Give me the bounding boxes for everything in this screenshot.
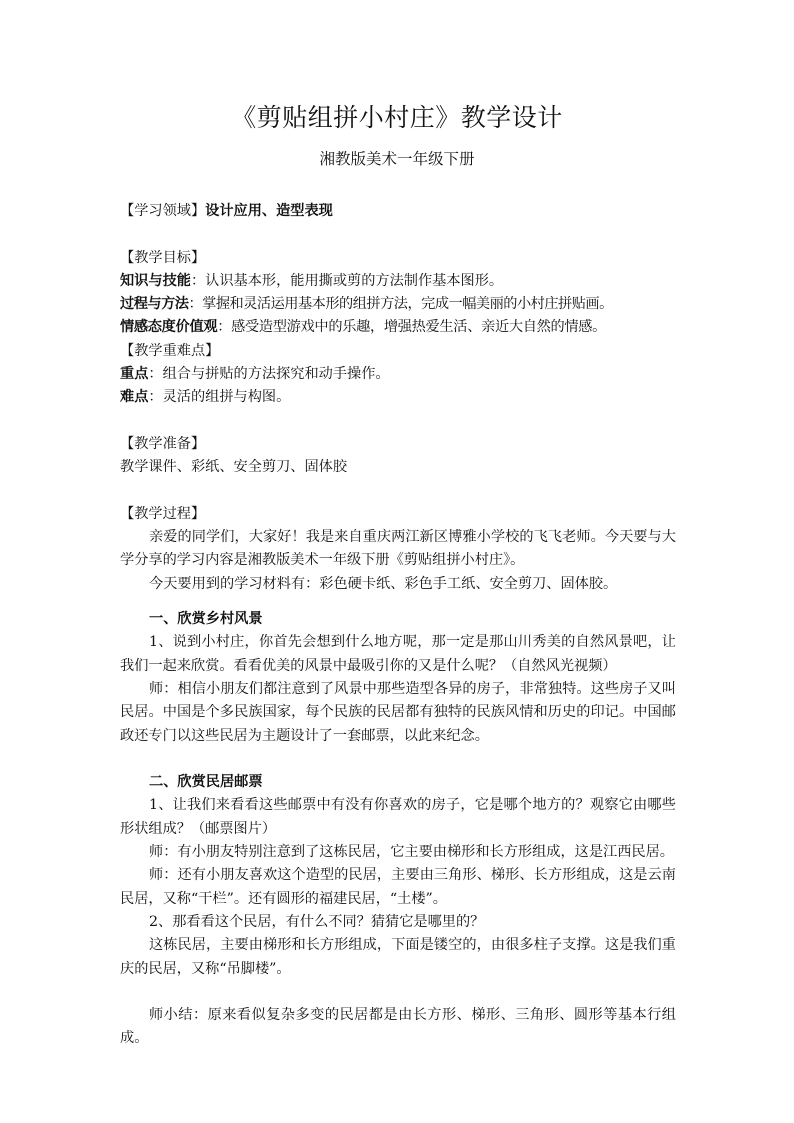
section-2-paragraph-2: 师：有小朋友特别注意到了这栋民居，它主要由梯形和长方形组成，这是江西民居。 (149, 844, 674, 861)
section-2-paragraph-1: 1、让我们来看看这些邮票中有没有你喜欢的房子，它是哪个地方的？观察它由哪些形状组成？（邮票图片） (120, 797, 676, 837)
learning-domain-value: 设计应用、造型表现 (205, 203, 333, 219)
section-2-paragraph-3: 师：还有小朋友喜欢这个造型的民居，主要由三角形、梯形、长方形组成，这是云南民居，又称“干栏”。还有圆形的福建民居，“土楼”。 (120, 867, 676, 907)
learning-domain-heading: 【学习领域】 (120, 203, 206, 219)
key-point: 重点：组合与拼贴的方法探究和动手操作。 (120, 366, 390, 383)
preparation-heading: 【教学准备】 (120, 435, 206, 452)
section-2-paragraph-5: 这栋民居，主要由梯形和长方形组成，下面是镂空的，由很多柱子支撑。这是我们重庆的民居，又称“吊脚楼”。 (120, 937, 676, 977)
preparation-text: 教学课件、彩纸、安全剪刀、固体胶 (120, 459, 348, 476)
section-2-paragraph-4: 2、那看看这个民居，有什么不同？猜猜它是哪里的？ (149, 913, 485, 930)
process-heading: 【教学过程】 (120, 505, 206, 522)
difficulty-point: 难点：灵活的组拼与构图。 (120, 389, 291, 406)
key-points-heading: 【教学重难点】 (120, 342, 220, 359)
learning-domain-line (120, 200, 676, 223)
goal-process: 过程与方法：掌握和灵活运用基本形的组拼方法，完成一幅美丽的小村庄拼贴画。 (120, 296, 613, 313)
summary-paragraph: 师小结：原来看似复杂多变的民居都是由长方形、梯形、三角形、圆形等基本行组成。 (120, 1007, 676, 1047)
section-1-paragraph-1: 1、说到小村庄，你首先会想到什么地方呢，那一定是那山川秀美的自然风景吧，让我们一起来欣赏。看看优美的风景中最吸引你的又是什么呢？（自然风光视频） (120, 634, 676, 674)
intro-paragraph: 亲爱的同学们，大家好！我是来自重庆两江新区博雅小学校的飞飞老师。今天要与大学分享的学习内容是湘教版美术一年级下册《剪贴组拼小村庄》。 (120, 529, 676, 569)
document-body (120, 200, 676, 1051)
document-title: 《剪贴组拼小村庄》教学设计 (231, 103, 563, 132)
goal-knowledge: 知识与技能：认识基本形，能用撕或剪的方法制作基本图形。 (120, 272, 504, 289)
section-1-title: 一、欣赏乡村风景 (149, 611, 263, 628)
section-1-paragraph-2: 师：相信小朋友们都注意到了风景中那些造型各异的房子，非常独特。这些房子又叫民居。中国是个多民族国家，每个民族的民居都有独特的民族风情和历史的印记。中国邮政还专门以这些民居为主题设计了一套邮票，以此来纪念。 (120, 680, 676, 744)
materials-paragraph: 今天要用到的学习材料有：彩色硬卡纸、彩色手工纸、安全剪刀、固体胶。 (149, 575, 618, 592)
goals-heading: 【教学目标】 (120, 249, 206, 266)
document-subtitle: 湘教版美术一年级下册 (319, 150, 475, 168)
goal-emotion: 情感态度价值观：感受造型游戏中的乐趣，增强热爱生活、亲近大自然的情感。 (120, 319, 607, 336)
section-2-title: 二、欣赏民居邮票 (149, 774, 263, 791)
